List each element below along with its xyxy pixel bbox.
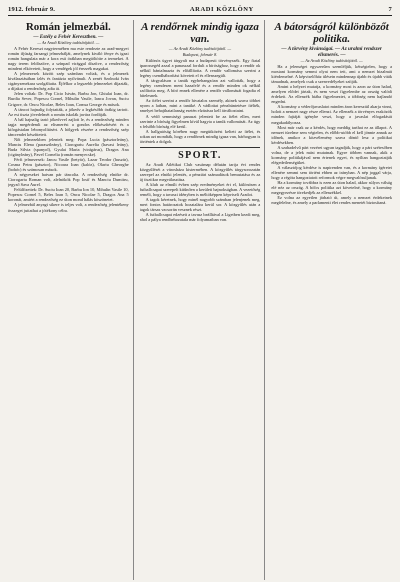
- paragraph: A Fehér Kereszt nagytermében ma este rendezte az arad-megyei román ifjúság farsangi jelmezbálját, amelynek kiváló fénye és igazi román hangulata már a kora esti órákban megtöltötte a termeket. A nagy terem feldíszítve, a színpad virággal díszítve, a rendezőség mindent elkövetett, hogy a vendégek jól érezzék magukat.: [8, 46, 129, 72]
- column-1: [8, 20, 134, 580]
- article-title-roman-ball: Román jelmezbál.: [25, 21, 111, 33]
- paragraph: A négyeseket hatvan pár táncolta. A rendezőség elnöke dr. Ciorogariu Roman volt, alelnökök Pop Iosif és Manciu Dumitru, jegyző Sava Aurel.: [8, 172, 129, 188]
- page-header: [8, 6, 392, 16]
- paragraph: A szabadelvű párt vezérei ugyan tagadják, hogy a párt szétesőben volna, de a jelek mást mutatnak. Egyre többen vannak, akik a kormány politikájával nem értenek egyet, és nyíltan hangoztatják elégedetlenségüket.: [271, 144, 392, 165]
- paragraph: A táncot hajnalig folytatták, a jókedv a legkésőbb órákig tartott. Az est tiszta jövedelmét a román iskolák javára fordítják.: [8, 106, 129, 117]
- article-byline: — Az Aradi Közlöny tudósítójától. —: [168, 46, 232, 51]
- paragraph: A tagok kéretnek, hogy minél nagyobb számban jelenjenek meg, mert fontos határozatok hozatalára kerül sor. A közgyűlés után a tagok társas vacsorán vesznek részt.: [139, 197, 261, 213]
- paragraph: A futballcsapat edzéseit a tavasz beálltával a Ligetben kezdi meg, ahol a pálya rendbehozatala már folyamatban van.: [139, 212, 261, 223]
- article-columns: [8, 20, 392, 580]
- paragraph: A bál hajnalig tartó jókedvvel zajlott le, és a rendezőség minden tagja megérdemli az elismerést a gondos előkészítésért és a kifogástalan lebonyolításért. A hölgyek részére a rendezőség szép táncrendet készíttetett.: [8, 116, 129, 137]
- paragraph: Az ítélet szerint a rendőr hivatalos személy, akinek szava többet nyom a latban, mint a tanúké. A vádlottat pénzbüntetésre ítélték, amelyet behajthatatlanság esetén elzárásra kell átváltoztatni.: [139, 98, 261, 114]
- paragraph: A hallgatóság körében nagy megütközést keltett az ítélet, és sokan azt mondták, hogy a rendőrnek mindig igaza van, bárhogyan is történtek a dolgok.: [139, 128, 261, 144]
- article-subtitle: — A törvény kivánságai. — Az uralmi rendszer elismerés. —: [281, 46, 382, 58]
- article-subtitle: — Estély a Fehér Keresztben. —: [33, 34, 104, 40]
- paragraph: Ha a kormány továbbra is ezen az úton halad, akkor súlyos válság elé néz az ország. A bölcs politika azt követelné, hogy a kormány megegyezésre törekedjék az ellenzékkel.: [271, 180, 392, 196]
- paragraph: A klub az elmúlt évben szép eredményeket ért el, különösen a futballcsapat szerepelt kitűnően a kerületi bajnokságban. A vezetőség reméli, hogy a tavaszi idényben is méltóképpen képviseli Aradot.: [139, 181, 261, 198]
- paragraph: Ez volna az egyetlen járható út, amely a nemzet érdekeinek megfelelne, és amely a parlamenti élet rendes menetét biztosítaná.: [271, 195, 392, 206]
- paragraph: A védő semmiségi panaszt jelentett be az ítélet ellen, mert szerinte a bíróság figyelmen kívül hagyta a tanúk vallomását. Az ügy a felsőbb bíróság elé kerül.: [139, 113, 261, 129]
- paragraph: Női jelmezekben jelentek meg: Popa Lucia (pásztorleány), Manciu Elena (parasztleány), Ciorogariu Aurelia (havasi leány), Buda Silvia (spanyol), Gyulai Maria (virágárus), Dragos Ana (cigányleány), Pavel Cornelia (román menyecske).: [8, 136, 129, 157]
- column-3: [271, 20, 392, 580]
- article-dateline: Budapest, február 8.: [182, 52, 218, 57]
- paragraph: Különös ügyet tárgyalt ma a budapesti törvényszék. Egy fiatal iparossegéd azzal a panasszal fordult a bírósághoz, hogy a rendőr ok nélkül bántalmazta és előállította. A rendőr vallomása szerint a legény csendháborítást követett el és ellenszegült.: [139, 58, 261, 79]
- issue-date: 1912. február 9.: [8, 6, 56, 13]
- article-title-politics: A bátorságról különbözőt politika.: [274, 21, 389, 45]
- page-number: 7: [388, 6, 392, 13]
- paragraph: Az Aradi Atlétikai Club vasárnap délután tartja évi rendes közgyűlését a városháza kistermében. A közgyűlés tárgysorozatán szerepel az elnöki jelentés, a pénztári számadások bemutatása és az új tisztikar megválasztása.: [139, 161, 261, 182]
- article-byline: — Az Aradi Közlöny tudósítójától. —: [37, 40, 100, 45]
- paragraph: A választójog kérdése is napirenden van, és a kormány ígéretei ellenére semmi sem történt ebben az irányban. A nép joggal várja, hogy a régóta hangoztatott reformok végre megvalósuljanak.: [271, 164, 392, 181]
- paragraph: Jelen voltak: Dr. Pop Cicio István, Barbu Jon, Ghiulai Ioan, dr. Burdia Sever, Popescu Cornel, Mihulin Vasile, Iancu Jovan, Suciu Grigore, dr. Oncu Nicolae, Beles Ioan, Comsa George és mások.: [8, 91, 129, 107]
- paragraph: Most már csak az a kérdés, hogy meddig tarthat ez az állapot. A nemzet türelme sem végtelen, és előbb-utóbb el kell jönnie annak az időnek, amikor a közvélemény szava döntő lesz a politikai kérdésekben.: [271, 124, 392, 145]
- paragraph: Felülfizettek: Dr. Suciu Ioan 20, Barbu Ion 10, Mihulin Vasile 10, Popescu Cornel 5, Beles Ioan 5, Oncu Nicolae 5, Dragos Ana 5 koronát, amiért a rendezőség ez úton mond hálás köszönetet.: [8, 187, 129, 203]
- column-2: [140, 20, 266, 580]
- paragraph: A jelmezesek között szép számban voltak, és a jelmezek kiválasztásában ízlés és fantázia nyilvánult. A zenét Szolnoki Iván cigányzenekara szolgáltatta. Éjfélkor a legszebb jelmezeket díjazták, a díjakat a rendezőség adta át.: [8, 71, 129, 92]
- article-byline: — Az Aradi Közlöny tudósítójától. —: [300, 58, 363, 63]
- paragraph: A jelmezbál anyagi sikere is teljes volt, a rendezőség jelentékeny összeget juttathat a jótékony célra.: [8, 202, 129, 213]
- paragraph: Férfi jelmezesek: Jancu Vasile (betyár), Lazar Teodor (huszár), Cosma Petru (pásztor), Nicoara Ioan (kalóz), Olariu Gheorghe (bohóc) és számosan mások.: [8, 157, 129, 173]
- paragraph: A tárgyaláson a tanúk egybehangzóan azt vallották, hogy a legény csendesen ment hazafelé és a rendőr minden ok nélkül szólította meg. A bíró ennek ellenére a rendőr vallomását fogadta el hitelesnek.: [139, 78, 261, 99]
- section-heading-sport: SPORT.: [140, 147, 261, 161]
- paragraph: A kormány a véderőjavaslatot minden áron keresztül akarja vinni, holott a nemzet nagy része ellenzi. Az ellenzék a törvényes eszközök minden fajtáját igénybe veszi, hogy a javaslat elfogadását megakadályozza.: [271, 104, 392, 125]
- newspaper-title: ARADI KÖZLÖNY: [189, 6, 254, 13]
- article-title-police: A rendőrnek mindig igaza van.: [141, 21, 259, 45]
- paragraph: Ha a jelenséget egyszerűen szemléljük, kétségtelen, hogy a mostani kormány semmi olyat nem tett, ami a nemzet bizalmát kiérdemelné. A képviselőház ülésein mindennap újabb és újabb viták támadnak, amelyek csak a szenvedélyeket szítják.: [271, 64, 392, 85]
- paragraph: Amint a helyzet mutatja, a kormány most is azon az úton halad, amelyen elődei jártak, és nem veszi figyelembe az ország valódi érdekeit. Az ellenzék hiába figyelmeztet, a többség nem hajlandó engedni.: [271, 84, 392, 105]
